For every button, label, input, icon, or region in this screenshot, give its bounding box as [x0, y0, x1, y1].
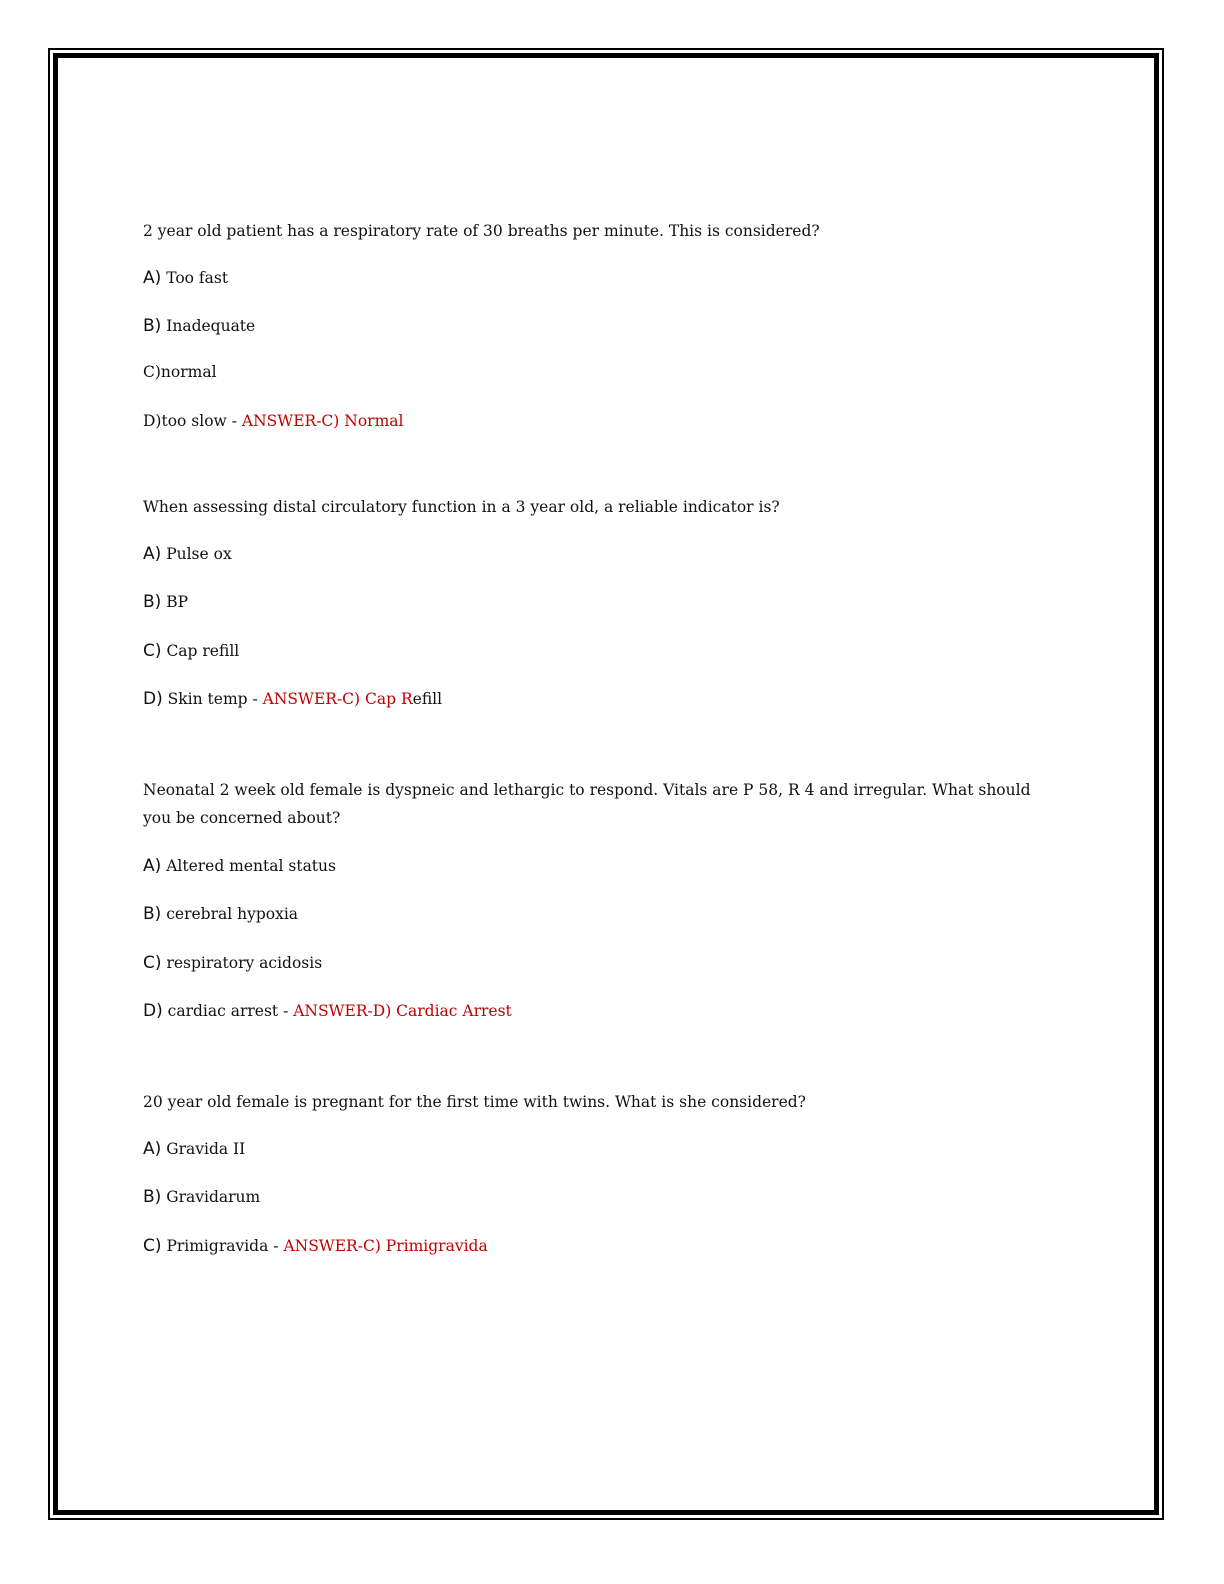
- question-3-option-b: [143, 904, 298, 924]
- option-text: Altered mental status: [161, 857, 336, 875]
- option-letter: A): [143, 268, 162, 288]
- question-4-text: 20 year old female is pregnant for the first time with twins. What is she considered?: [143, 1093, 806, 1111]
- option-text: BP: [161, 593, 189, 611]
- option-letter: B): [143, 1187, 162, 1207]
- question-4-option-c: [143, 1236, 488, 1256]
- question-1-text: 2 year old patient has a respiratory rate of 30 breaths per minute. This is considered?: [143, 222, 820, 240]
- question-3-option-d: [143, 1001, 512, 1021]
- option-text: Primigravida: [161, 1237, 269, 1255]
- question-2-option-d: [143, 689, 442, 709]
- question-2-option-b: [143, 592, 188, 612]
- option-letter: A): [143, 1139, 162, 1159]
- question-2-option-c: [143, 641, 239, 661]
- answer-separator: -: [226, 412, 242, 430]
- question-2-text: When assessing distal circulatory function in a 3 year old, a reliable indicator is?: [143, 498, 780, 516]
- answer-text: ANSWER-D) Cardiac Arrest: [293, 1002, 512, 1020]
- option-text: Cap refill: [161, 642, 240, 660]
- answer-suffix: efill: [412, 690, 443, 708]
- option-text: Skin temp: [162, 690, 248, 708]
- answer-separator: -: [278, 1002, 294, 1020]
- option-text: Pulse ox: [161, 545, 232, 563]
- question-4-option-b: [143, 1187, 260, 1207]
- question-1-option-a: [143, 268, 228, 288]
- question-1-option-d: [143, 411, 403, 431]
- option-text: D)too slow: [143, 412, 227, 430]
- question-3-option-a: [143, 856, 336, 876]
- option-text: Gravidarum: [161, 1188, 261, 1206]
- option-text: Gravida II: [161, 1140, 246, 1158]
- question-2-option-a: [143, 544, 232, 564]
- answer-text: ANSWER-C) Cap R: [262, 690, 413, 708]
- option-letter: B): [143, 904, 162, 924]
- option-letter: C): [143, 1236, 162, 1256]
- answer-separator: -: [247, 690, 263, 708]
- question-1-option-b: [143, 316, 255, 336]
- option-text: respiratory acidosis: [161, 954, 323, 972]
- option-text: cardiac arrest: [162, 1002, 279, 1020]
- option-letter: A): [143, 856, 162, 876]
- question-3-option-c: [143, 953, 322, 973]
- option-text: Too fast: [161, 269, 229, 287]
- answer-separator: -: [268, 1237, 284, 1255]
- option-text: Inadequate: [161, 317, 256, 335]
- option-text: C)normal: [143, 363, 217, 381]
- option-letter: C): [143, 953, 162, 973]
- option-text: cerebral hypoxia: [161, 905, 299, 923]
- question-3-text: Neonatal 2 week old female is dyspneic and lethargic to respond. Vitals are P 58, R 4 and irregular. What should you be concerned about?: [143, 781, 1031, 827]
- question-4-option-a: [143, 1139, 245, 1159]
- option-letter: D): [143, 689, 163, 709]
- answer-text: ANSWER-C) Normal: [241, 412, 404, 430]
- option-letter: B): [143, 592, 162, 612]
- option-letter: B): [143, 316, 162, 336]
- answer-text: ANSWER-C) Primigravida: [283, 1237, 488, 1255]
- option-letter: D): [143, 1001, 163, 1021]
- option-letter: C): [143, 641, 162, 661]
- question-1-option-c: [143, 362, 217, 382]
- option-letter: A): [143, 544, 162, 564]
